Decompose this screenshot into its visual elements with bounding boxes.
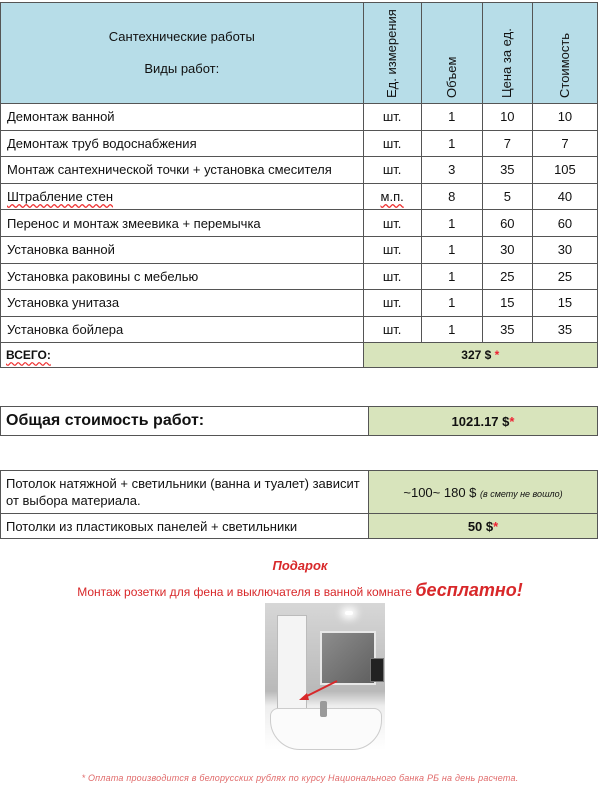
row-volume: 1 [421, 290, 482, 317]
row-unit: шт. [363, 263, 421, 290]
grand-total-table [0, 406, 598, 436]
row-cost: 105 [532, 157, 597, 184]
ceiling-row-panels [1, 514, 598, 539]
header-volume: Объем [443, 56, 459, 98]
table-row [1, 104, 598, 131]
row-name: Установка ванной [1, 236, 364, 263]
row-cost: 30 [532, 236, 597, 263]
ceiling-panels-value-cell [369, 514, 598, 539]
row-unit [363, 183, 421, 210]
row-unit: шт. [363, 104, 421, 131]
row-name-text: Штрабление стен [7, 189, 114, 205]
total-value-cell [363, 343, 597, 368]
row-unit: шт. [363, 210, 421, 237]
header-price-cell [482, 3, 532, 104]
row-volume: 1 [421, 104, 482, 131]
ceiling-stretch-note: (в смету не вошло) [480, 488, 563, 499]
row-unit-text: м.п. [380, 189, 404, 205]
row-cost: 60 [532, 210, 597, 237]
table-row [1, 263, 598, 290]
row-name: Демонтаж ванной [1, 104, 364, 131]
bathroom-photo [265, 603, 385, 750]
header-volume-cell [421, 3, 482, 104]
total-label [1, 343, 364, 368]
total-value: 327 $ [461, 348, 492, 363]
row-cost: 10 [532, 104, 597, 131]
grand-total-value-cell [369, 407, 598, 436]
ceiling-panels-value: 50 $ [467, 518, 494, 534]
header-subtitle: Виды работ: [144, 61, 220, 76]
row-cost: 35 [532, 316, 597, 343]
row-cost: 25 [532, 263, 597, 290]
row-volume: 1 [421, 210, 482, 237]
row-price: 15 [482, 290, 532, 317]
grand-total-label: Общая стоимость работ: [1, 407, 369, 436]
header-title: Сантехнические работы [108, 29, 255, 44]
row-unit: шт. [363, 157, 421, 184]
header-cost-cell [532, 3, 597, 104]
ceiling-stretch-value-cell [369, 471, 598, 514]
ceiling-stretch-value: ~100~ 180 $ [403, 484, 477, 500]
red-arrow-icon [265, 603, 385, 750]
grand-total-row [1, 407, 598, 436]
header-title-cell [1, 3, 364, 104]
header-cost: Стоимость [556, 32, 572, 98]
row-volume: 3 [421, 157, 482, 184]
row-unit: шт. [363, 130, 421, 157]
ceiling-panels-star: * [493, 518, 499, 534]
table-row [1, 130, 598, 157]
table-row [1, 316, 598, 343]
row-price: 5 [482, 183, 532, 210]
row-volume: 8 [421, 183, 482, 210]
grand-total-star: * [509, 413, 515, 429]
row-name: Установка бойлера [1, 316, 364, 343]
row-cost: 15 [532, 290, 597, 317]
table-row [1, 236, 598, 263]
row-name: Монтаж сантехнической точки + установка смесителя [1, 157, 364, 184]
total-star: * [494, 348, 500, 363]
ceiling-stretch-label: Потолок натяжной + светильники (ванна и туалет) зависит от выбора материала. [1, 471, 369, 514]
gift-title: Подарок [272, 558, 328, 573]
row-cost: 7 [532, 130, 597, 157]
row-volume: 1 [421, 316, 482, 343]
row-name: Перенос и монтаж змеевика + перемычка [1, 210, 364, 237]
row-name: Демонтаж труб водоснабжения [1, 130, 364, 157]
header-unit: Ед. измерения [384, 9, 400, 98]
table-row [1, 290, 598, 317]
row-volume: 1 [421, 130, 482, 157]
ceiling-row-stretch [1, 471, 598, 514]
row-name: Установка раковины с мебелью [1, 263, 364, 290]
row-price: 25 [482, 263, 532, 290]
ceilings-table [0, 470, 598, 539]
header-unit-cell [363, 3, 421, 104]
row-name: Установка унитаза [1, 290, 364, 317]
table-row [1, 157, 598, 184]
ceiling-panels-label: Потолки из пластиковых панелей + светильники [1, 514, 369, 539]
row-unit: шт. [363, 316, 421, 343]
row-unit: шт. [363, 236, 421, 263]
row-price: 35 [482, 157, 532, 184]
row-price: 35 [482, 316, 532, 343]
total-row [1, 343, 598, 368]
header-price: Цена за ед. [499, 28, 515, 98]
grand-total-value: 1021.17 $ [451, 413, 510, 429]
table-row [1, 183, 598, 210]
row-unit: шт. [363, 290, 421, 317]
total-label-text: ВСЕГО: [6, 348, 51, 363]
row-price: 7 [482, 130, 532, 157]
gift-text-line [0, 580, 600, 601]
row-cost: 40 [532, 183, 597, 210]
row-volume: 1 [421, 236, 482, 263]
row-price: 10 [482, 104, 532, 131]
table-row [1, 210, 598, 237]
footnote: * Оплата производится в белорусских рублях по курсу Национального банка РБ на день расчета. [81, 773, 519, 783]
row-price: 60 [482, 210, 532, 237]
works-table [0, 2, 598, 368]
gift-free: бесплатно! [415, 580, 523, 600]
table-header [1, 3, 598, 104]
row-name [1, 183, 364, 210]
gift-text: Монтаж розетки для фена и выключателя в ванной комнате [77, 585, 412, 599]
row-volume: 1 [421, 263, 482, 290]
row-price: 30 [482, 236, 532, 263]
